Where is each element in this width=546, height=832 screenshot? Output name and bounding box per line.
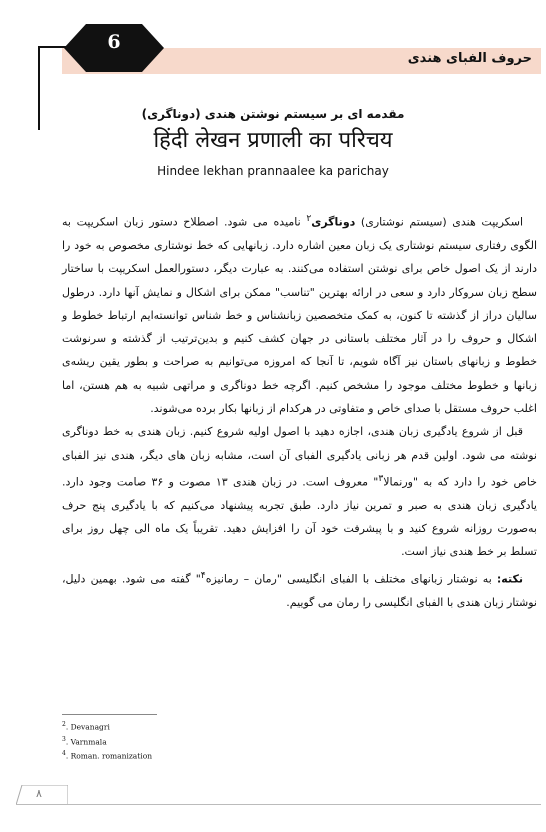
paragraph-1: اسکریپت هندی (سیستم نوشتاری) دوناگری$^۲$ نامیده می شود. اصطلاح دستور زبان اسکریپت به الگوی رفتاری سیستم نوشتاری یک زبان معین اشاره دارد. زبانهایی که خط نوشتاری مخصوص به خود را دارند از یک اصول خاص برای نوشتن استفاده می‌کنند. به عبارت دیگر، دستورالعمل اسکریپت با ساختار سطح زبان سروکار دارد و سعی در ارائه بهترین "تناسب" ممکن برای اشکال و نمایش آنها دارد. درطول سالیان دراز از گذشته تا کنون، به کمک متخصصین زبانشناس و خط شناس توانسته‌ایم ارتباط خطوط و اشکال و حروف را در آثار مختلف باستانی در جهان کشف کنیم و بدین‌ترتیب از گذشته و سرنوشت خطوط و زبانهای باستان نیز آگاه شویم، تا آنجا که امروزه می‌توانیم به صراحت و بطور یقین ریشه‌ی زبانها و خطوط مختلف موجود را مشخص کنیم. اگرچه خط دوناگری و مراتهی شبیه به هم هستن، اما اغلب حروف مستقل با صدای خاص و متفاوتی در هرکدام از زبانها بکار برده می‌شوند. xyxy=(62,213,537,416)
page-number-tab xyxy=(16,785,68,805)
footnotes xyxy=(62,719,362,763)
paragraph-2: قبل از شروع یادگیری زبان هندی، اجازه دهید با اصول اولیه شروع کنیم. زبان هندی به خط دوناگری نوشته می شود. اولین قدم هر زبانی یادگیری الفبای آن است، مشابه زبان های دیگر، هندی نیز الفبای خاص خود را دارد که به "ورنمالا$^۳$" معروف است. در زبان هندی ۱۳ مصوت و ۳۶ صامت وجود دارد. یادگیری زبان هندی به صبر و تمرین نیاز دارد. طبق تجربه پیشنهاد می‌کنیم که با یادگیری پنج حرف به‌صورت روزانه شروع کنید و با پیشرفت خود آن را افزایش دهید. تقریباً یک ماه الی چهل روز برای تسلط بر خط هندی نیاز است. xyxy=(62,425,537,559)
persian-subtitle: مقدمه ای بر سیستم نوشتن هندی (دوناگری) xyxy=(141,107,405,121)
footnote-ref[interactable]: ۴ xyxy=(200,569,206,581)
note-label: نکته: xyxy=(496,572,523,586)
devanagari-term: دوناگری xyxy=(311,215,356,229)
footnote-ref[interactable]: ۲ xyxy=(306,213,312,224)
note-paragraph: نکته: به نوشتار زبانهای مختلف با الفبای انگلیسی "رمان – رمانیزه$^۴$" گفته می شود. بهمین دلیل، نوشتار زبان هندی با الفبای انگلیسی را رمان می گوییم. xyxy=(62,569,537,609)
footnote-item: $^4$. Roman. romanization xyxy=(62,750,153,761)
hindi-title: हिंदी लेखन प्रणाली का परिचय xyxy=(153,128,393,153)
footnote-ref[interactable]: ۳ xyxy=(378,472,384,484)
footnote-item: $^2$. Devanagri xyxy=(62,721,110,732)
chapter-number: 6 xyxy=(107,31,121,53)
body-text xyxy=(62,207,537,614)
footnote-separator xyxy=(62,714,157,715)
footnote-item: $^3$. Varnmala xyxy=(62,735,107,746)
romanized-title: Hindee lekhan prannaalee ka parichay xyxy=(157,164,389,178)
footer-rule xyxy=(16,804,541,805)
chapter-title: حروف الفبای هندی xyxy=(407,51,532,66)
page-number: ۸ xyxy=(36,787,42,800)
